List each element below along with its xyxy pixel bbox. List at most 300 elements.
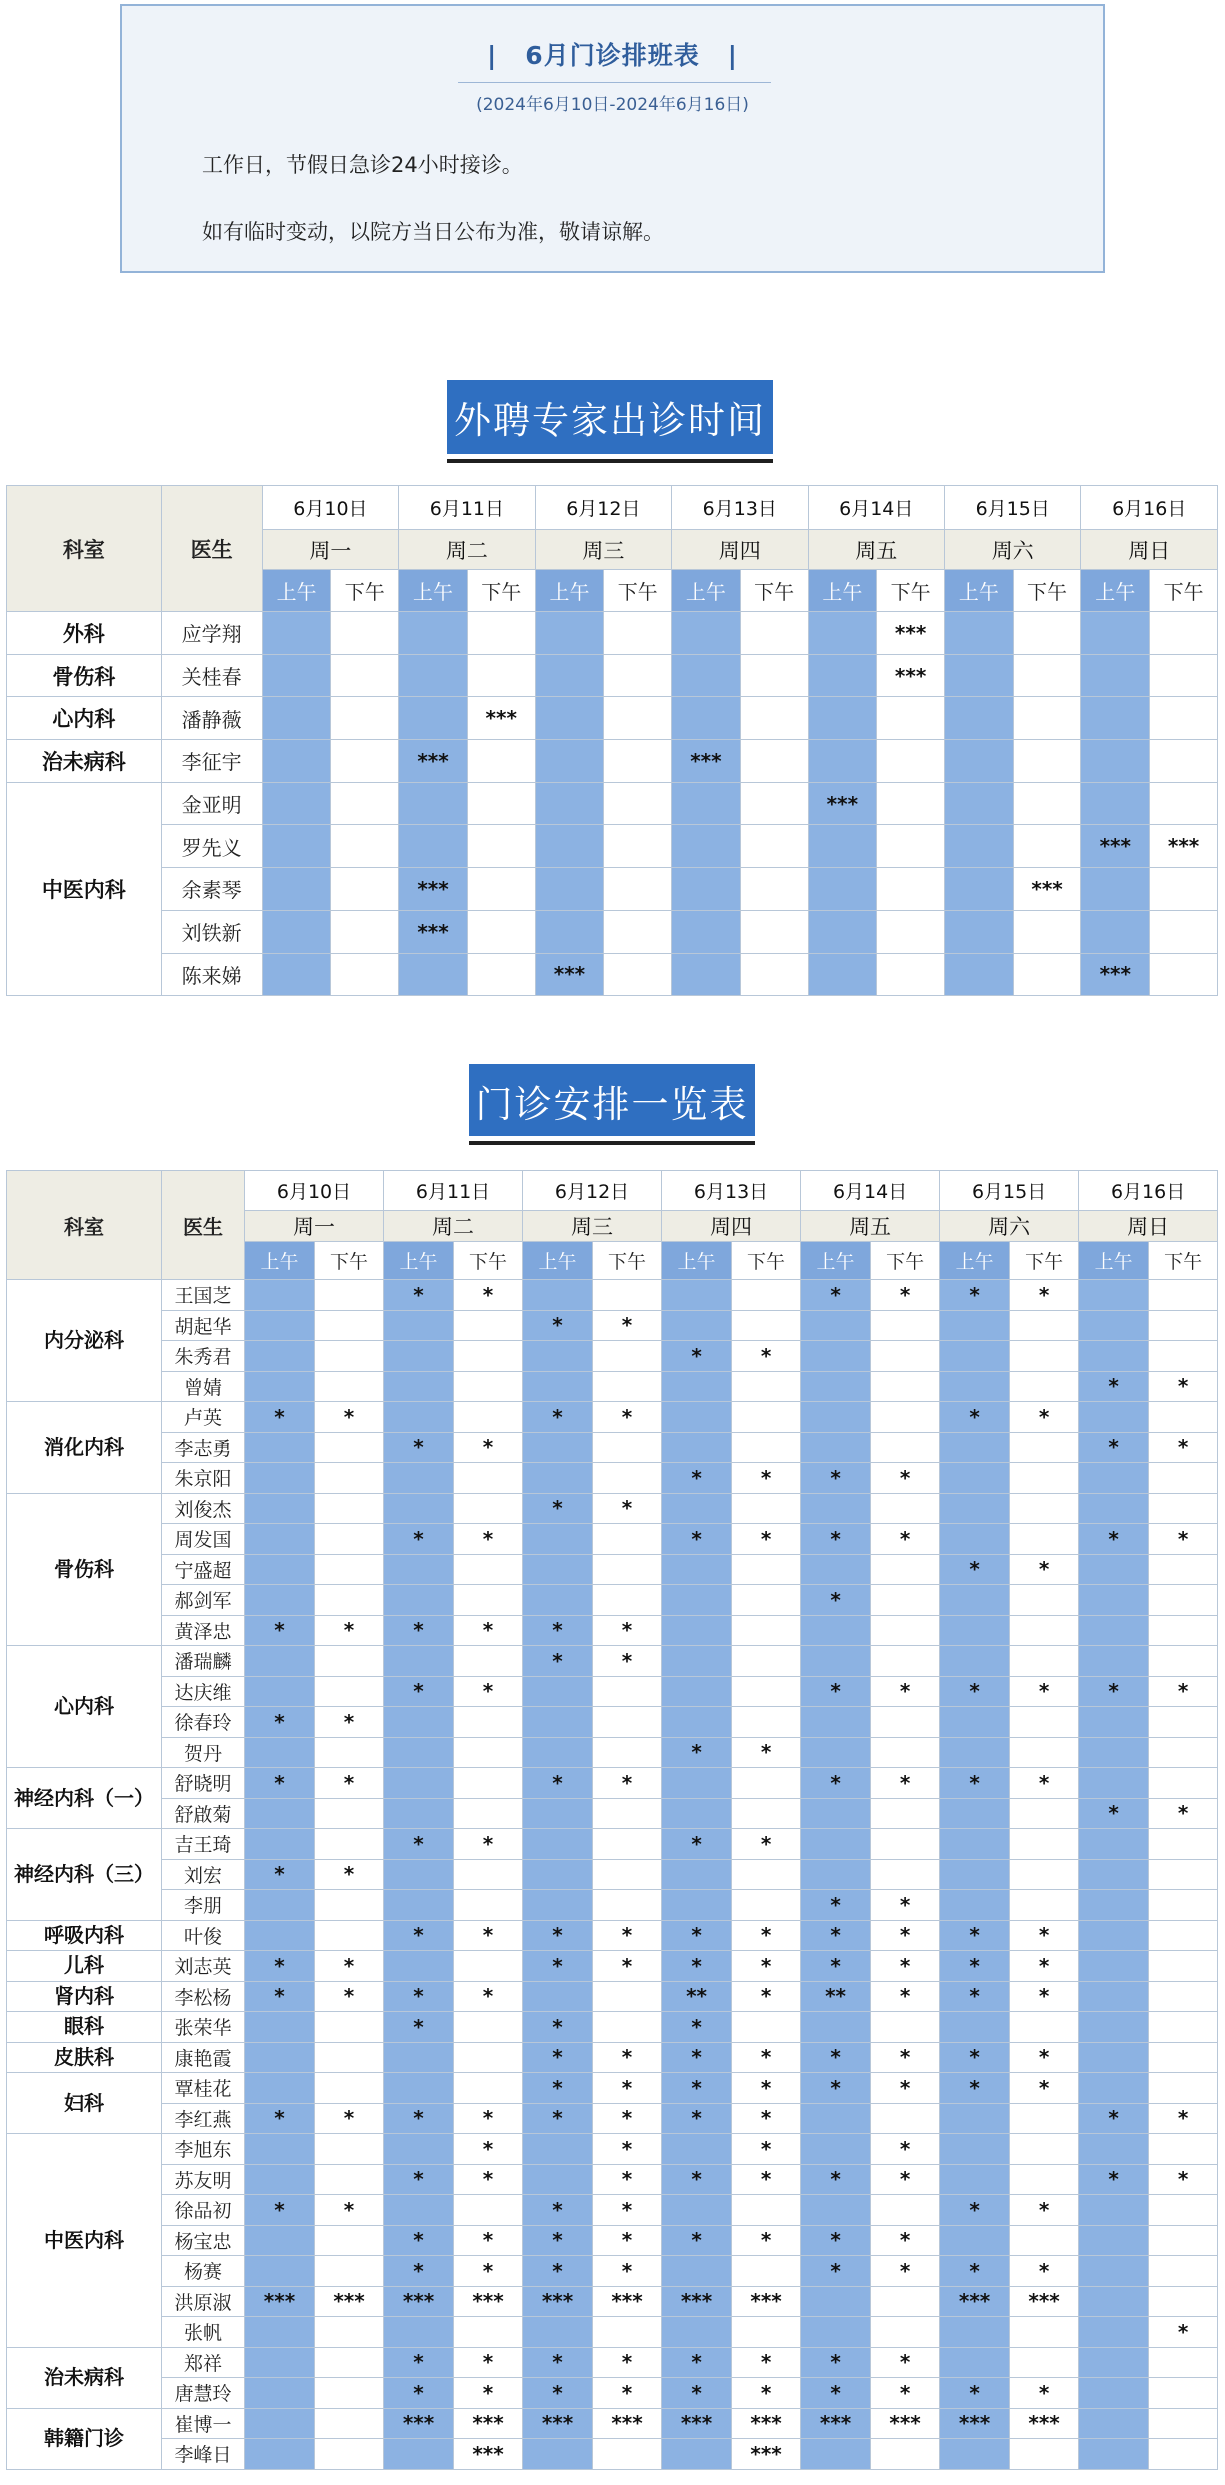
slot-cell: *** bbox=[399, 868, 468, 911]
slot-cell bbox=[245, 1280, 315, 1311]
dept-cell: 肾内科 bbox=[7, 1981, 162, 2012]
weekday-header: 周五 bbox=[808, 530, 944, 570]
dept-cell: 中医内科 bbox=[7, 782, 162, 995]
doctor-cell: 叶俊 bbox=[162, 1920, 245, 1951]
table-row bbox=[7, 740, 1218, 783]
slot-cell bbox=[1079, 1463, 1149, 1494]
slot-cell: * bbox=[523, 2378, 593, 2409]
slot-cell bbox=[593, 1463, 662, 1494]
section-title-experts: 外聘专家出诊时间 bbox=[447, 380, 773, 454]
doctor-cell: 苏友明 bbox=[162, 2164, 245, 2195]
slot-cell bbox=[523, 2164, 593, 2195]
slot-cell bbox=[384, 1463, 454, 1494]
slot-cell: * bbox=[871, 2378, 940, 2409]
slot-cell bbox=[1010, 1341, 1079, 1372]
slot-cell bbox=[871, 1585, 940, 1616]
slot-cell bbox=[467, 612, 535, 655]
slot-cell bbox=[315, 1493, 384, 1524]
slot-cell bbox=[245, 2042, 315, 2073]
table-row bbox=[7, 868, 1218, 911]
doctor-cell: 王国芝 bbox=[162, 1280, 245, 1311]
doctor-cell: 曾婧 bbox=[162, 1371, 245, 1402]
slot-cell bbox=[740, 654, 808, 697]
slot-cell bbox=[732, 1310, 801, 1341]
slot-cell bbox=[672, 612, 741, 655]
slot-cell: * bbox=[1079, 2164, 1149, 2195]
slot-cell bbox=[399, 612, 468, 655]
slot-cell bbox=[593, 1981, 662, 2012]
slot-cell: * bbox=[662, 1951, 732, 1982]
doctor-cell: 李征宇 bbox=[161, 740, 262, 783]
slot-cell: * bbox=[384, 2256, 454, 2287]
table-row bbox=[7, 1402, 1218, 1433]
slot-cell: * bbox=[523, 1493, 593, 1524]
am-header: 上午 bbox=[801, 1242, 871, 1280]
slot-cell bbox=[315, 2408, 384, 2439]
slot-cell bbox=[871, 1554, 940, 1585]
slot-cell bbox=[523, 1432, 593, 1463]
slot-cell bbox=[523, 1371, 593, 1402]
doctor-cell: 周发国 bbox=[162, 1524, 245, 1555]
table-row bbox=[7, 1920, 1218, 1951]
slot-cell bbox=[801, 1402, 871, 1433]
slot-cell: * bbox=[732, 2103, 801, 2134]
slot-cell bbox=[1079, 2408, 1149, 2439]
table-row bbox=[7, 1646, 1218, 1677]
table-row bbox=[7, 825, 1218, 868]
slot-cell bbox=[808, 953, 877, 996]
slot-cell bbox=[1010, 1737, 1079, 1768]
slot-cell: * bbox=[871, 1463, 940, 1494]
slot-cell bbox=[940, 1524, 1010, 1555]
table-row bbox=[7, 2347, 1218, 2378]
notice-title bbox=[122, 36, 1103, 72]
slot-cell bbox=[523, 1798, 593, 1829]
table-row bbox=[7, 2439, 1218, 2470]
slot-cell bbox=[604, 740, 672, 783]
slot-cell bbox=[801, 1432, 871, 1463]
slot-cell bbox=[871, 2286, 940, 2317]
slot-cell bbox=[801, 2317, 871, 2348]
slot-cell bbox=[732, 2256, 801, 2287]
slot-cell: * bbox=[315, 1402, 384, 1433]
slot-cell: * bbox=[1079, 1432, 1149, 1463]
dept-cell: 神经内科（一） bbox=[7, 1768, 162, 1829]
slot-cell: * bbox=[523, 2256, 593, 2287]
slot-cell bbox=[662, 2134, 732, 2165]
slot-cell bbox=[877, 953, 945, 996]
slot-cell bbox=[1010, 2347, 1079, 2378]
table-row bbox=[7, 1890, 1218, 1921]
slot-cell bbox=[384, 1798, 454, 1829]
slot-cell: *** bbox=[399, 740, 468, 783]
slot-cell bbox=[245, 1524, 315, 1555]
slot-cell bbox=[662, 1493, 732, 1524]
slot-cell: * bbox=[593, 2073, 662, 2104]
doctor-cell: 徐品初 bbox=[162, 2195, 245, 2226]
paren-close: ) bbox=[742, 95, 749, 115]
slot-cell bbox=[315, 1341, 384, 1372]
slot-cell bbox=[245, 1432, 315, 1463]
slot-cell bbox=[245, 1341, 315, 1372]
slot-cell bbox=[940, 1463, 1010, 1494]
slot-cell bbox=[662, 1646, 732, 1677]
table-row bbox=[7, 1432, 1218, 1463]
slot-cell: *** bbox=[454, 2408, 523, 2439]
slot-cell bbox=[1149, 2225, 1218, 2256]
doctor-cell: 潘瑞麟 bbox=[162, 1646, 245, 1677]
slot-cell bbox=[384, 1371, 454, 1402]
am-header: 上午 bbox=[245, 1242, 315, 1280]
slot-cell bbox=[593, 2012, 662, 2043]
slot-cell: * bbox=[593, 1768, 662, 1799]
slot-cell bbox=[593, 1280, 662, 1311]
slot-cell bbox=[801, 2012, 871, 2043]
slot-cell: *** bbox=[1081, 953, 1150, 996]
date-header: 6月13日 bbox=[672, 486, 808, 530]
slot-cell bbox=[732, 1402, 801, 1433]
slot-cell bbox=[732, 1768, 801, 1799]
slot-cell bbox=[1079, 2195, 1149, 2226]
slot-cell bbox=[454, 2317, 523, 2348]
slot-cell bbox=[1010, 2317, 1079, 2348]
slot-cell bbox=[871, 1493, 940, 1524]
slot-cell: * bbox=[384, 2347, 454, 2378]
slot-cell: * bbox=[315, 1615, 384, 1646]
weekday-header: 周日 bbox=[1081, 530, 1218, 570]
slot-cell: * bbox=[1149, 1432, 1218, 1463]
date-header: 6月14日 bbox=[801, 1171, 940, 1211]
slot-cell: * bbox=[593, 2378, 662, 2409]
slot-cell bbox=[672, 782, 741, 825]
slot-cell: * bbox=[801, 2256, 871, 2287]
slot-cell: * bbox=[662, 1829, 732, 1860]
slot-cell bbox=[331, 654, 399, 697]
slot-cell: *** bbox=[662, 2286, 732, 2317]
slot-cell bbox=[1079, 1554, 1149, 1585]
slot-cell bbox=[454, 1951, 523, 1982]
table-row bbox=[7, 1615, 1218, 1646]
slot-cell bbox=[467, 654, 535, 697]
slot-cell bbox=[245, 1829, 315, 1860]
slot-cell bbox=[877, 782, 945, 825]
slot-cell bbox=[1079, 1280, 1149, 1311]
slot-cell bbox=[801, 1829, 871, 1860]
slot-cell bbox=[262, 782, 331, 825]
slot-cell bbox=[315, 1554, 384, 1585]
slot-cell: * bbox=[593, 1920, 662, 1951]
slot-cell bbox=[1149, 2012, 1218, 2043]
slot-cell bbox=[662, 2317, 732, 2348]
slot-cell bbox=[523, 1707, 593, 1738]
slot-cell bbox=[1079, 2073, 1149, 2104]
slot-cell bbox=[454, 1798, 523, 1829]
slot-cell: * bbox=[454, 2225, 523, 2256]
slot-cell bbox=[662, 2439, 732, 2470]
slot-cell bbox=[593, 1585, 662, 1616]
date-range bbox=[122, 90, 1103, 115]
table-row bbox=[7, 910, 1218, 953]
slot-cell bbox=[454, 1737, 523, 1768]
slot-cell bbox=[1081, 910, 1150, 953]
dept-cell: 神经内科（三） bbox=[7, 1829, 162, 1921]
slot-cell bbox=[399, 953, 468, 996]
slot-cell: * bbox=[871, 2225, 940, 2256]
slot-cell bbox=[331, 953, 399, 996]
slot-cell bbox=[940, 1615, 1010, 1646]
slot-cell bbox=[940, 1371, 1010, 1402]
slot-cell bbox=[593, 1890, 662, 1921]
slot-cell bbox=[940, 1310, 1010, 1341]
slot-cell bbox=[808, 654, 877, 697]
slot-cell: * bbox=[454, 2256, 523, 2287]
slot-cell bbox=[315, 1676, 384, 1707]
slot-cell bbox=[732, 2195, 801, 2226]
slot-cell: * bbox=[871, 2347, 940, 2378]
slot-cell: * bbox=[384, 1829, 454, 1860]
doctor-cell: 贺丹 bbox=[162, 1737, 245, 1768]
slot-cell bbox=[523, 1585, 593, 1616]
slot-cell: * bbox=[1010, 1951, 1079, 1982]
slot-cell bbox=[1010, 2103, 1079, 2134]
doctor-cell: 刘宏 bbox=[162, 1859, 245, 1890]
slot-cell bbox=[672, 654, 741, 697]
slot-cell bbox=[808, 740, 877, 783]
doctor-cell: 唐慧玲 bbox=[162, 2378, 245, 2409]
slot-cell bbox=[245, 2439, 315, 2470]
table-row bbox=[7, 2378, 1218, 2409]
table-row bbox=[7, 2195, 1218, 2226]
dept-cell: 心内科 bbox=[7, 1646, 162, 1768]
slot-cell bbox=[732, 1615, 801, 1646]
slot-cell bbox=[1079, 2256, 1149, 2287]
slot-cell bbox=[315, 1798, 384, 1829]
slot-cell bbox=[871, 1402, 940, 1433]
date-header: 6月16日 bbox=[1081, 486, 1218, 530]
slot-cell bbox=[1149, 2042, 1218, 2073]
am-header: 上午 bbox=[662, 1242, 732, 1280]
slot-cell bbox=[1149, 1951, 1218, 1982]
slot-cell bbox=[384, 1402, 454, 1433]
slot-cell: * bbox=[384, 1524, 454, 1555]
slot-cell bbox=[940, 2134, 1010, 2165]
slot-cell bbox=[315, 1829, 384, 1860]
dept-header: 科室 bbox=[7, 1171, 162, 1280]
slot-cell: *** bbox=[877, 654, 945, 697]
slot-cell: *** bbox=[535, 953, 604, 996]
slot-cell: * bbox=[1010, 2195, 1079, 2226]
weekday-header: 周日 bbox=[1079, 1211, 1218, 1242]
slot-cell: * bbox=[662, 1341, 732, 1372]
slot-cell bbox=[245, 2256, 315, 2287]
slot-cell bbox=[662, 1768, 732, 1799]
slot-cell bbox=[454, 2042, 523, 2073]
slot-cell: * bbox=[1079, 1524, 1149, 1555]
slot-cell: *** bbox=[593, 2408, 662, 2439]
slot-cell: * bbox=[523, 1615, 593, 1646]
table-row bbox=[7, 2012, 1218, 2043]
table-row bbox=[7, 697, 1218, 740]
slot-cell bbox=[944, 825, 1013, 868]
slot-cell: *** bbox=[1010, 2286, 1079, 2317]
slot-cell: *** bbox=[245, 2286, 315, 2317]
slot-cell bbox=[1149, 1615, 1218, 1646]
slot-cell bbox=[1013, 953, 1081, 996]
doctor-cell: 舒晓明 bbox=[162, 1768, 245, 1799]
doctor-cell: 刘俊杰 bbox=[162, 1493, 245, 1524]
table-row bbox=[7, 2042, 1218, 2073]
doctor-cell: 达庆维 bbox=[162, 1676, 245, 1707]
am-header: 上午 bbox=[1081, 570, 1150, 612]
slot-cell: * bbox=[940, 1920, 1010, 1951]
slot-cell: * bbox=[801, 1280, 871, 1311]
table-row bbox=[7, 1859, 1218, 1890]
slot-cell bbox=[740, 868, 808, 911]
slot-cell: * bbox=[384, 2103, 454, 2134]
slot-cell bbox=[801, 1554, 871, 1585]
slot-cell bbox=[1149, 1554, 1218, 1585]
slot-cell: * bbox=[1079, 1676, 1149, 1707]
slot-cell bbox=[262, 825, 331, 868]
slot-cell bbox=[732, 1859, 801, 1890]
slot-cell: * bbox=[523, 1402, 593, 1433]
slot-cell bbox=[245, 2408, 315, 2439]
weekday-header: 周五 bbox=[801, 1211, 940, 1242]
clinic-schedule-table bbox=[6, 1170, 1218, 2470]
slot-cell: * bbox=[454, 1981, 523, 2012]
slot-cell: * bbox=[940, 1676, 1010, 1707]
slot-cell bbox=[944, 740, 1013, 783]
slot-cell: * bbox=[871, 1676, 940, 1707]
slot-cell: * bbox=[245, 1981, 315, 2012]
slot-cell bbox=[523, 1981, 593, 2012]
slot-cell: * bbox=[454, 1920, 523, 1951]
slot-cell bbox=[384, 2439, 454, 2470]
slot-cell: * bbox=[732, 2042, 801, 2073]
slot-cell bbox=[740, 697, 808, 740]
slot-cell bbox=[262, 910, 331, 953]
doctor-cell: 徐春玲 bbox=[162, 1707, 245, 1738]
slot-cell bbox=[871, 2317, 940, 2348]
slot-cell: *** bbox=[593, 2286, 662, 2317]
doctor-cell: 胡起华 bbox=[162, 1310, 245, 1341]
slot-cell bbox=[1010, 1524, 1079, 1555]
slot-cell: * bbox=[454, 2103, 523, 2134]
doctor-cell: 郑祥 bbox=[162, 2347, 245, 2378]
slot-cell bbox=[1081, 612, 1150, 655]
slot-cell bbox=[801, 1646, 871, 1677]
slot-cell: * bbox=[801, 2164, 871, 2195]
slot-cell: *** bbox=[384, 2408, 454, 2439]
slot-cell: * bbox=[384, 2378, 454, 2409]
slot-cell bbox=[523, 1554, 593, 1585]
slot-cell bbox=[1010, 1646, 1079, 1677]
am-header: 上午 bbox=[1079, 1242, 1149, 1280]
slot-cell bbox=[801, 2286, 871, 2317]
slot-cell bbox=[384, 1554, 454, 1585]
slot-cell: *** bbox=[940, 2408, 1010, 2439]
slot-cell bbox=[1079, 2378, 1149, 2409]
slot-cell bbox=[262, 697, 331, 740]
slot-cell bbox=[399, 825, 468, 868]
slot-cell: * bbox=[871, 1981, 940, 2012]
dept-cell: 眼科 bbox=[7, 2012, 162, 2043]
doctor-cell: 张帆 bbox=[162, 2317, 245, 2348]
doctor-cell: 康艳霞 bbox=[162, 2042, 245, 2073]
schedule-title: 6月门诊排班表 bbox=[525, 41, 700, 70]
slot-cell bbox=[454, 1463, 523, 1494]
slot-cell bbox=[331, 782, 399, 825]
slot-cell bbox=[454, 1341, 523, 1372]
slot-cell bbox=[384, 1737, 454, 1768]
slot-cell bbox=[1010, 1371, 1079, 1402]
slot-cell: * bbox=[454, 2378, 523, 2409]
slot-cell bbox=[604, 868, 672, 911]
table-row bbox=[7, 1524, 1218, 1555]
slot-cell: * bbox=[662, 1737, 732, 1768]
slot-cell bbox=[315, 1920, 384, 1951]
slot-cell: * bbox=[384, 1981, 454, 2012]
slot-cell: * bbox=[801, 1585, 871, 1616]
slot-cell bbox=[944, 953, 1013, 996]
table-row bbox=[7, 1798, 1218, 1829]
pm-header: 下午 bbox=[467, 570, 535, 612]
slot-cell bbox=[262, 868, 331, 911]
table-row bbox=[7, 612, 1218, 655]
slot-cell bbox=[331, 612, 399, 655]
weekday-header: 周六 bbox=[940, 1211, 1079, 1242]
table-row bbox=[7, 1829, 1218, 1860]
slot-cell bbox=[940, 2317, 1010, 2348]
slot-cell bbox=[593, 1859, 662, 1890]
slot-cell bbox=[245, 2378, 315, 2409]
slot-cell bbox=[801, 1371, 871, 1402]
slot-cell: * bbox=[871, 1951, 940, 1982]
slot-cell: * bbox=[593, 2134, 662, 2165]
am-header: 上午 bbox=[944, 570, 1013, 612]
title-bar-left: | bbox=[487, 41, 498, 70]
slot-cell bbox=[740, 910, 808, 953]
slot-cell bbox=[1079, 1737, 1149, 1768]
dept-cell: 骨伤科 bbox=[7, 1493, 162, 1646]
slot-cell bbox=[384, 1951, 454, 1982]
slot-cell bbox=[1013, 697, 1081, 740]
slot-cell bbox=[732, 1280, 801, 1311]
slot-cell: * bbox=[732, 2347, 801, 2378]
slot-cell bbox=[940, 1737, 1010, 1768]
slot-cell bbox=[877, 697, 945, 740]
slot-cell: *** bbox=[732, 2286, 801, 2317]
slot-cell bbox=[1149, 1768, 1218, 1799]
slot-cell: * bbox=[523, 2225, 593, 2256]
slot-cell bbox=[871, 1432, 940, 1463]
slot-cell bbox=[1010, 2225, 1079, 2256]
slot-cell bbox=[331, 910, 399, 953]
slot-cell bbox=[1081, 697, 1150, 740]
slot-cell bbox=[808, 612, 877, 655]
slot-cell: ** bbox=[662, 1981, 732, 2012]
slot-cell: * bbox=[315, 1707, 384, 1738]
slot-cell bbox=[732, 2012, 801, 2043]
slot-cell bbox=[384, 1585, 454, 1616]
slot-cell bbox=[523, 1676, 593, 1707]
table-row bbox=[7, 1707, 1218, 1738]
table-row bbox=[7, 2286, 1218, 2317]
slot-cell: * bbox=[871, 1768, 940, 1799]
slot-cell bbox=[315, 2164, 384, 2195]
slot-cell: * bbox=[384, 2164, 454, 2195]
dept-cell: 呼吸内科 bbox=[7, 1920, 162, 1951]
